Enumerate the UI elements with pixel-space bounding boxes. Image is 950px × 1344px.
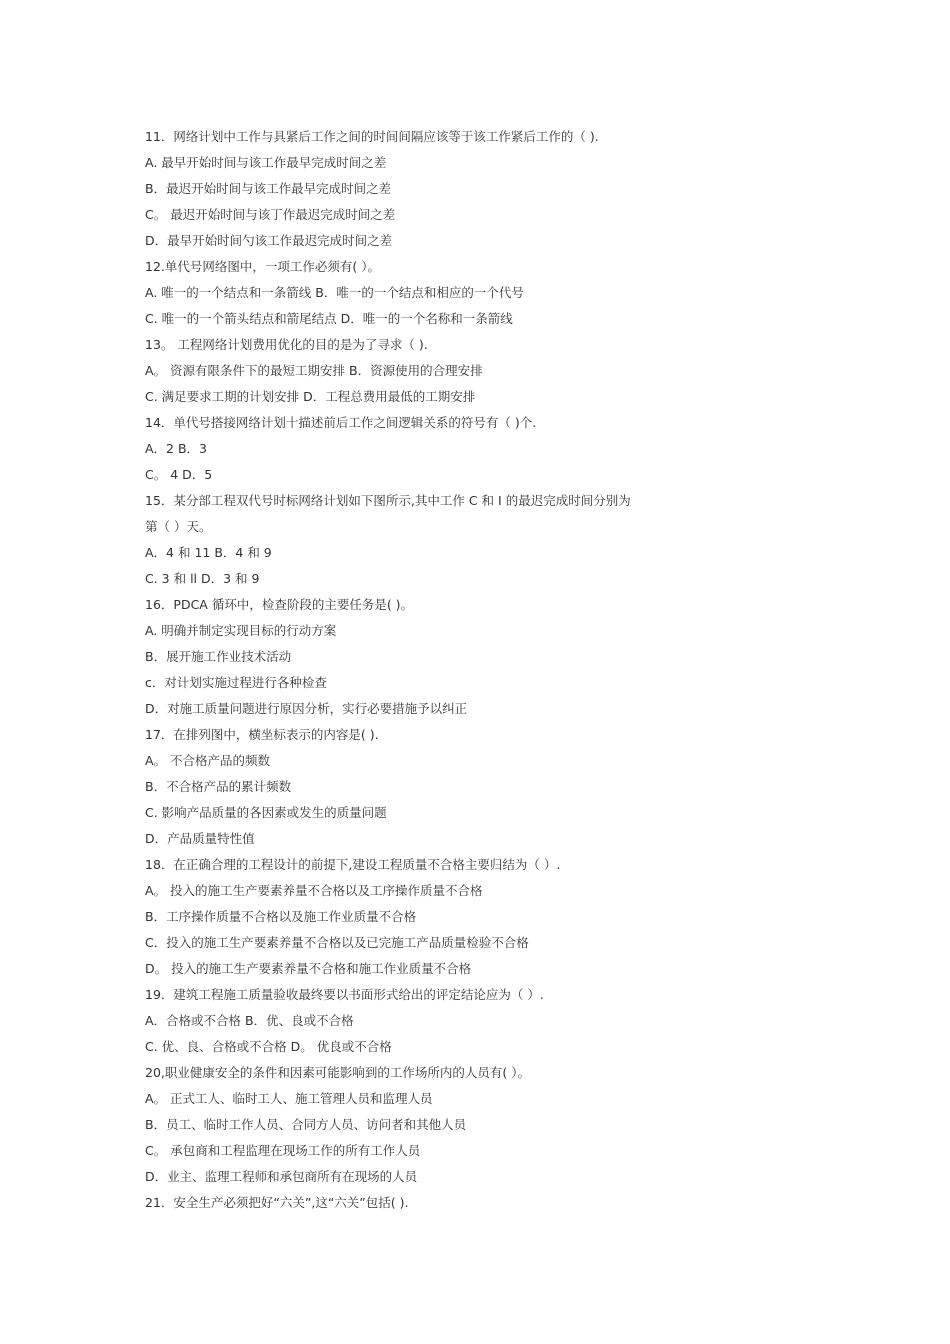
option-20-b: B．员工、临时工作人员、合同方人员、访问者和其他人员 bbox=[145, 1117, 467, 1132]
option-18-b: B．工序操作质量不合格以及施工作业质量不合格 bbox=[145, 909, 417, 924]
option-18-d: D。 投入的施工生产要素养量不合格和施工作业质量不合格 bbox=[145, 961, 472, 976]
option-14-cd: C。 4 D．5 bbox=[145, 467, 213, 482]
option-11-d: D．最早开始时间勺该工作最迟完成时间之差 bbox=[145, 233, 393, 248]
option-16-d: D．对施工质量问题进行原因分析，实行必要措施予以纠正 bbox=[145, 701, 468, 716]
option-18-a: A。 投入的施工生产要素养量不合格以及工序操作质量不合格 bbox=[145, 883, 483, 898]
option-20-c: C。 承包商和工程监理在现场工作的所有工作人员 bbox=[145, 1143, 421, 1158]
option-15-ab: A．4 和 11 B．4 和 9 bbox=[145, 545, 272, 560]
option-17-c: C. 影响产品质量的各因素或发生的质量问题 bbox=[145, 805, 387, 820]
question-11: 11．网络计划中工作与具紧后工作之间的时间间隔应该等于该工作紧后工作的（ ). bbox=[145, 129, 599, 144]
question-12: 12.单代号网络图中，一项工作必须有( ）。 bbox=[145, 259, 380, 274]
question-14: 14．单代号搭接网络计划十描述前后工作之间逻辑关系的符号有（ )个. bbox=[145, 415, 537, 430]
option-11-c: C。 最迟开始时间与该丁作最迟完成时间之差 bbox=[145, 207, 396, 222]
option-12-cd: C. 唯一的一个箭头结点和箭尾结点 D．唯一的一个名称和一条箭线 bbox=[145, 311, 513, 326]
option-20-d: D．业主、监理工程师和承包商所有在现场的人员 bbox=[145, 1169, 418, 1184]
document-body bbox=[145, 124, 705, 1216]
question-19: 19．建筑工程施工质量验收最终要以书面形式给出的评定结论应为（ ）. bbox=[145, 987, 544, 1002]
option-15-cd: C. 3 和 ll D．3 和 9 bbox=[145, 571, 260, 586]
question-21: 21．安全生产必须把好“六关”,这“六关”包括( ). bbox=[145, 1195, 409, 1210]
option-13-ab: A。 资源有限条件下的最短工期安排 B．资源使用的合理安排 bbox=[145, 363, 483, 378]
option-18-c: C．投入的施工生产要素养量不合格以及已完施工产品质量检验不合格 bbox=[145, 935, 529, 950]
question-15: 15．某分部工程双代号时标网络计划如下图所示,其中工作 C 和 I 的最迟完成时间分别为 bbox=[145, 493, 631, 508]
option-17-d: D．产品质量特性值 bbox=[145, 831, 255, 846]
option-17-b: B．不合格产品的累计频数 bbox=[145, 779, 292, 794]
question-17: 17．在排列图中，横坐标表示的内容是( ). bbox=[145, 727, 379, 742]
option-16-b: B．展开施工作业技术活动 bbox=[145, 649, 292, 664]
option-19-cd: C. 优、良、合格或不合格 D。 优良或不合格 bbox=[145, 1039, 392, 1054]
question-13: 13。 工程网络计划费用优化的目的是为了寻求（ ). bbox=[145, 337, 428, 352]
question-18: 18．在正确合理的工程设计的前提下,建设工程质量不合格主要归结为（ ）. bbox=[145, 857, 561, 872]
option-11-b: B．最迟开始时间与该工作最早完成时间之差 bbox=[145, 181, 392, 196]
option-16-a: A. 明确并制定实现目标的行动方案 bbox=[145, 623, 337, 638]
question-20: 20,职业健康安全的条件和因素可能影响到的工作场所内的人员有( ）。 bbox=[145, 1065, 530, 1080]
option-16-c: c．对计划实施过程进行各种检查 bbox=[145, 675, 327, 690]
question-15-cont: 第（ ）天。 bbox=[145, 519, 212, 534]
option-11-a: A. 最早开始时间与该工作最早完成时间之差 bbox=[145, 155, 387, 170]
question-16: 16．PDCA 循环中，检查阶段的主要任务是( )。 bbox=[145, 597, 414, 612]
option-20-a: A。 正式工人、临时工人、施工管理人员和监理人员 bbox=[145, 1091, 433, 1106]
option-13-cd: C. 满足要求工期的计划安排 D．工程总费用最低的工期安排 bbox=[145, 389, 476, 404]
option-14-ab: A．2 B．3 bbox=[145, 441, 208, 456]
option-17-a: A。 不合格产品的频数 bbox=[145, 753, 271, 768]
option-19-ab: A．合格或不合格 B．优、良或不合格 bbox=[145, 1013, 354, 1028]
option-12-ab: A. 唯一的一个结点和一条箭线 B．唯一的一个结点和相应的一个代号 bbox=[145, 285, 524, 300]
